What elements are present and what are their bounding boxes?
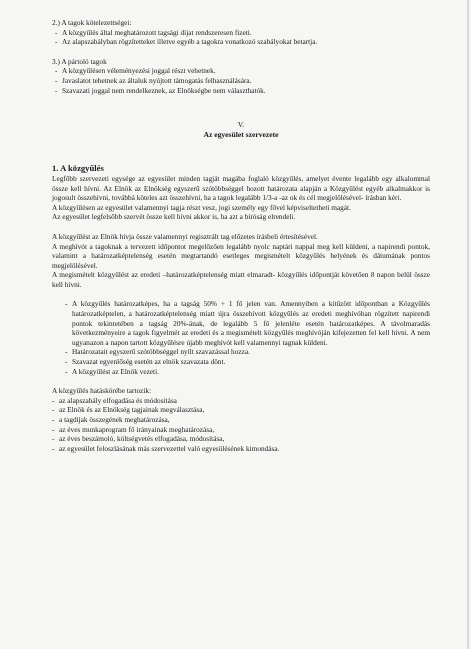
- list-item: - az éves munkaprogram fő irányainak meghatározása,: [52, 425, 430, 435]
- obligations-list: [52, 28, 430, 47]
- list-item: - Szavazati joggal nem rendelkeznek, az Elnökségbe nem választhatók.: [52, 86, 430, 96]
- paragraph: A közgyűlést az Elnök hívja össze valamennyi regisztrált tag előzetes írásbeli értesítésével.: [52, 231, 318, 241]
- section-title: 2.) A tagok kötelezettségei:: [52, 18, 132, 27]
- paragraph: A megismételt közgyűlést az eredeti –határozatképtelenség miatt elmaradt- közgyűlés időpontját követően 8 napon belül össze kell hívni.: [52, 270, 430, 289]
- chapter-number: V.: [237, 120, 245, 130]
- paragraph: A közgyűlés hatáskörébe tartozik:: [52, 386, 152, 396]
- list-item: - A közgyűlés határozatképes, ha a tagság 50% + 1 fő jelen van. Amennyiben a kitűzött időpontban a Közgyűlés határozatképtelen, a határozatképtelenség miatt újra összehívott közgyűlés az eredeti meghívóban rögzített napirendi pontok tekintetében a tagság 20%-ának, de legalább 5 fő jelenléte esetén határozatképes. A távolmaradás következményeire a tagok figyelmét az eredeti és a megismételt közgyűlés meghívóján kifejezetten fel kell hívni. A nem ugyanazon a napon tartott közgyűlésre újabb meghívót kell valamennyi tagnak küldeni.: [62, 299, 430, 347]
- document-content: [52, 18, 430, 453]
- rules-list: [52, 299, 430, 376]
- list-item: - A közgyűlés által meghatározott tagsági díjat rendszeresen fizeti.: [52, 28, 430, 38]
- supporting-members-list: [52, 66, 430, 95]
- list-item: - az alapszabály elfogadása és módosítása: [52, 396, 430, 406]
- list-item: - A közgyűlést az Elnök vezeti.: [62, 367, 430, 377]
- page-fold-shadow: [467, 0, 469, 649]
- section-title: 3.) A pártoló tagok: [52, 56, 107, 66]
- chapter-title: Az egyesület szervezete: [203, 129, 279, 139]
- powers-list: [52, 396, 430, 454]
- subsection-heading: 1. A közgyűlés: [52, 163, 104, 174]
- paragraph: A közgyűlésen az egyesület valamennyi tagja részt vesz, jogi személy egy fővel képviseltetheti magát.: [52, 202, 351, 212]
- list-item: - a tagdíjak összegének meghatározása,: [52, 415, 430, 425]
- list-item: - A közgyűlésen véleményezési joggal részt vehetnek.: [52, 66, 430, 76]
- list-item: - az éves beszámoló, költségvetés elfogadása, módosítása,: [52, 434, 430, 444]
- list-item: - Az alapszabályban rögzítetteket illetve egyéb a tagokra vonatkozó szabályokat betartja.: [52, 37, 430, 47]
- list-item: - az Elnök és az Elnökség tagjainak megválasztása,: [52, 405, 430, 415]
- list-item: - Javaslatot tehetnek az általuk nyújtott támogatás felhasználására.: [52, 76, 430, 86]
- paragraph: Legfőbb szervezeti egysége az egyesület minden tagját magába foglaló közgyűlés, amelyet évente legalább egy alkalommal össze kell hívni. Az Elnök az Elnökség egyszerű szótöbbséggel hozott határozata alapján a Közgyűlést egyéb alkalmakkor is jogosult összehívni, továbbá köteles azt összehívni, ha a tagok legalább 1/3-a -az ok és cél megjelölésével- írásban kéri.: [52, 173, 430, 203]
- list-item: - az egyesület feloszlásának más szervezettel való egyesülésének kimondása.: [52, 444, 430, 454]
- paragraph: A meghívót a tagoknak a tervezett időpontot megelőzően legalább nyolc naptári nappal meg kell küldeni, a napirendi pontok, valamint a határozatképtelenség esetén megtartandó esetleges megismételt közgyűlés helyének és dátumának pontos megjelölésével.: [52, 241, 430, 270]
- list-item: - Szavazat egyenlőség esetén az elnök szavazata dönt.: [62, 357, 430, 367]
- paragraph: Az egyesület legfelsőbb szervét össze kell hívni akkor is, ha azt a bíróság elrendeli.: [52, 212, 296, 222]
- list-item: - Határozatait egyszerű szótöbbséggel nyílt szavazással hozza.: [62, 347, 430, 357]
